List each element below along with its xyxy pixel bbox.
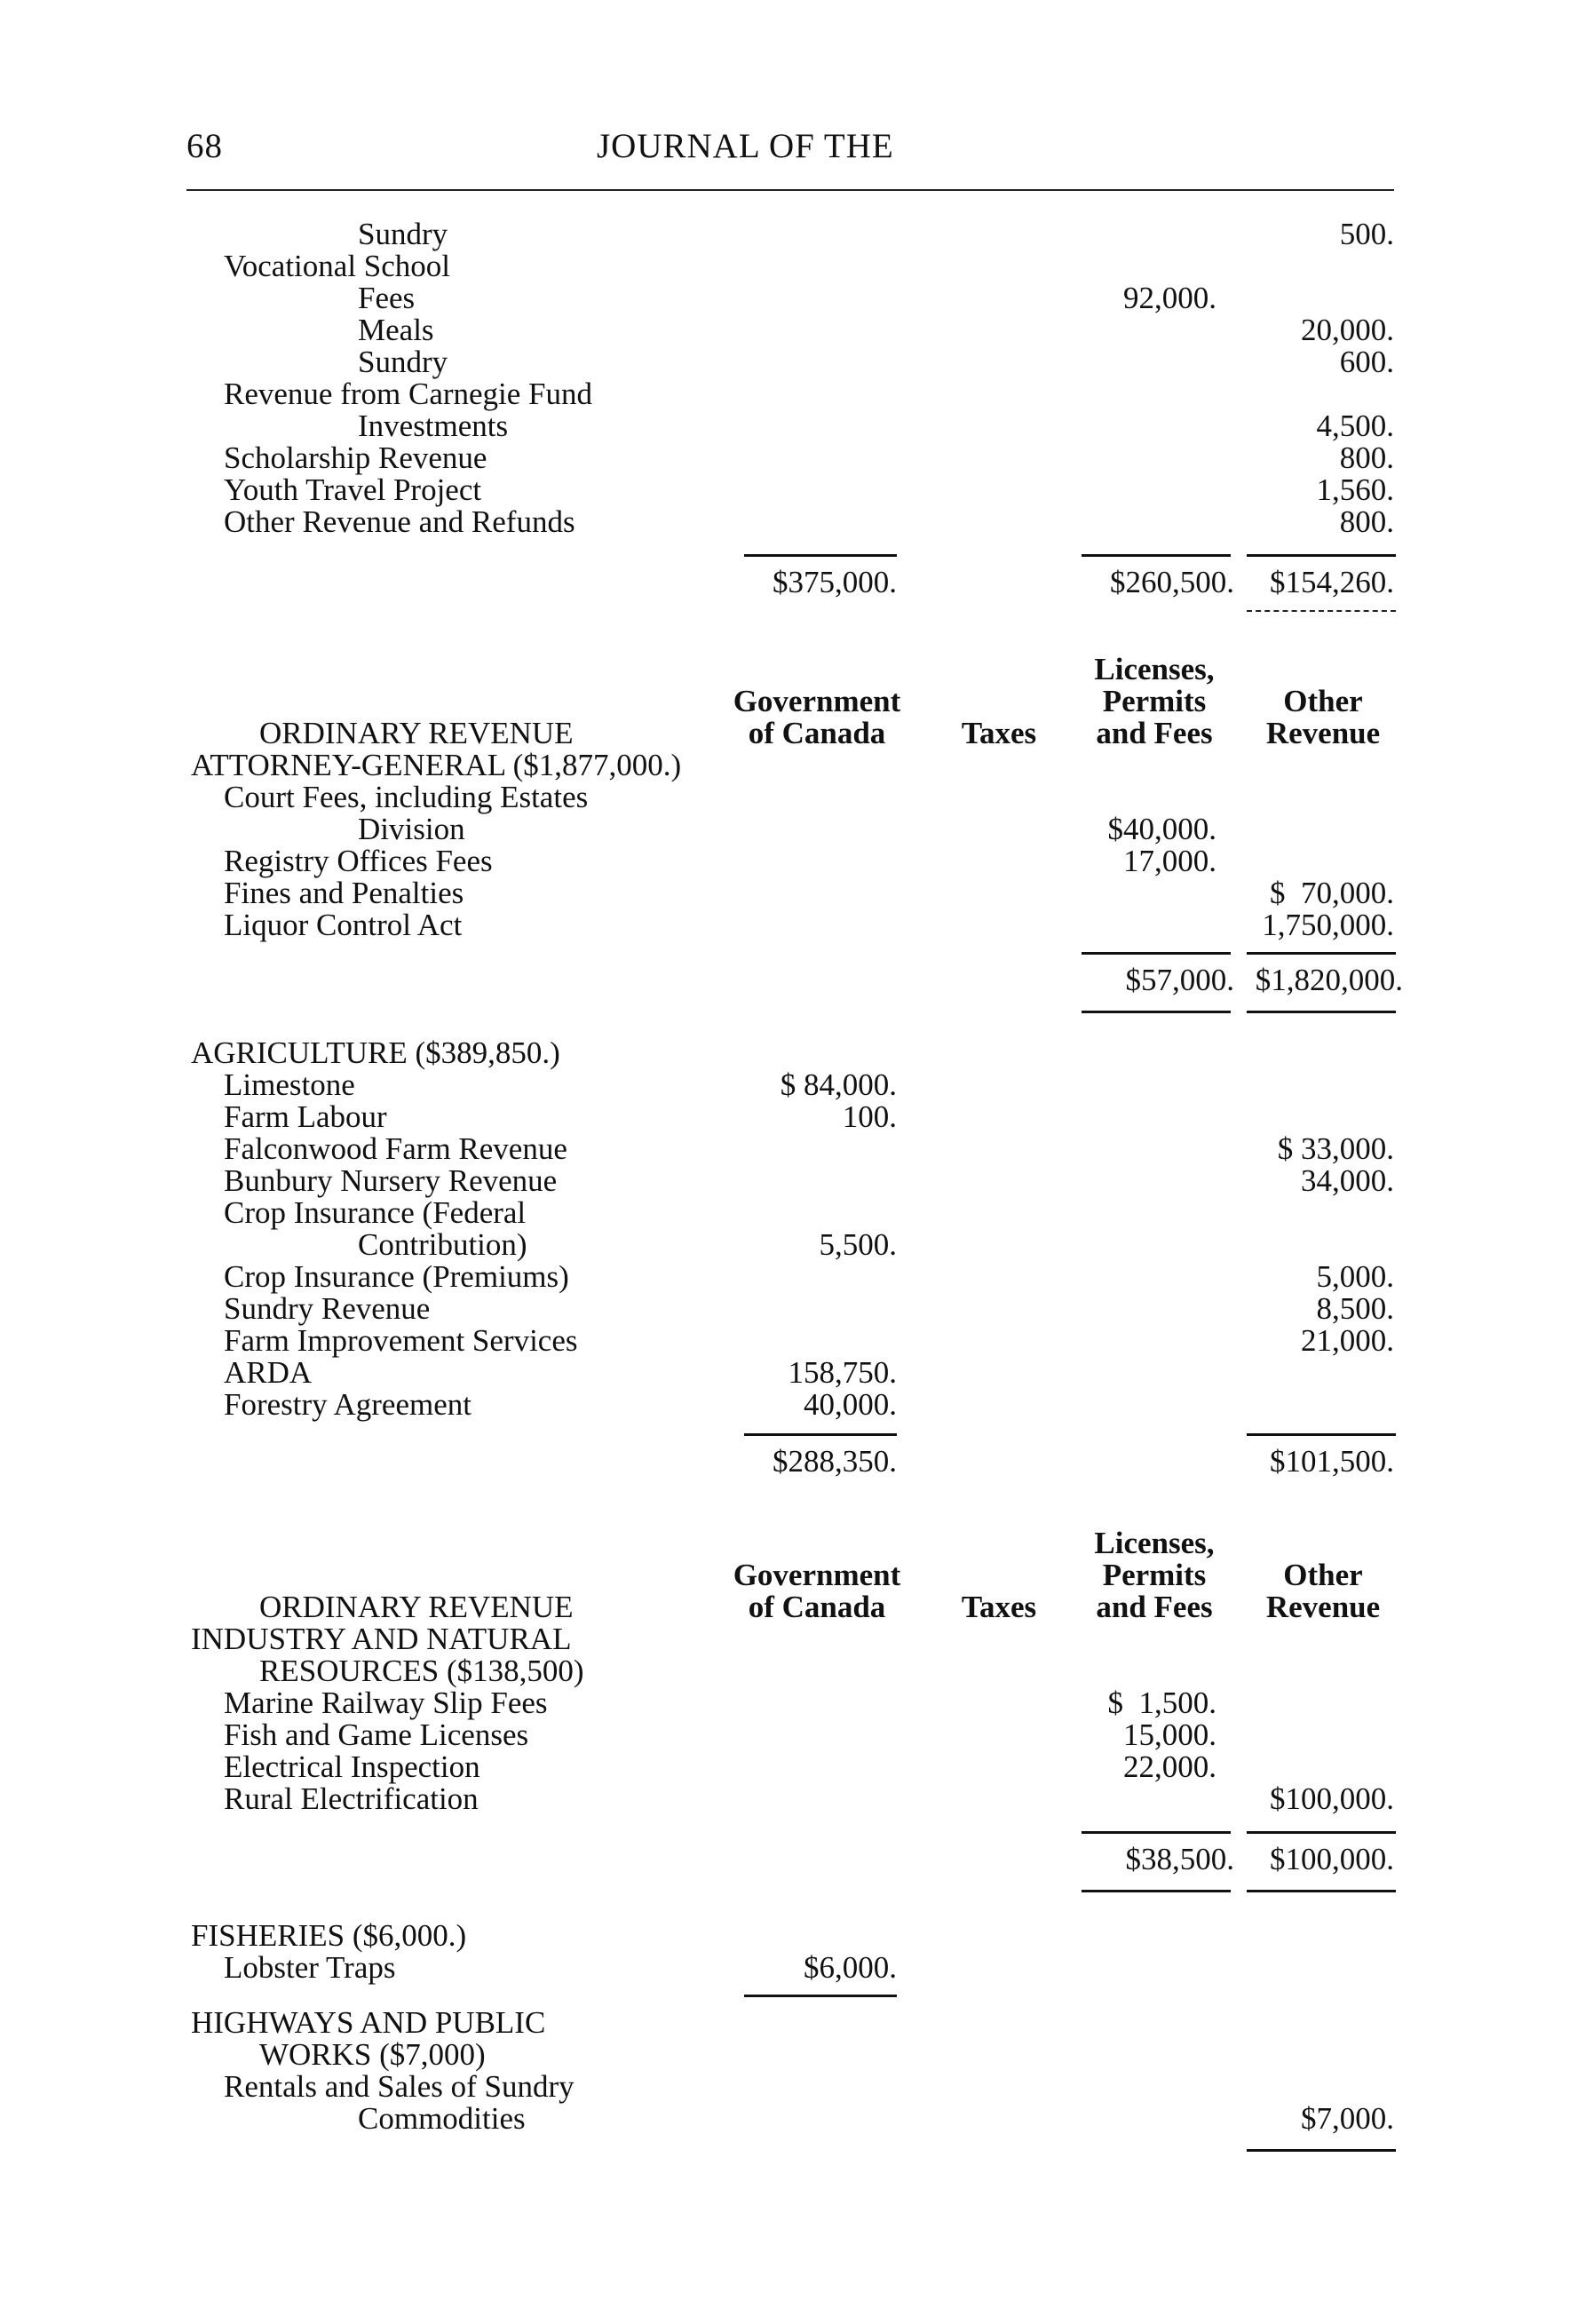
column-header-government: Government: [733, 1558, 901, 1592]
line-item-label: Liquor Control Act: [224, 908, 463, 942]
licenses-total: $57,000.: [1125, 963, 1234, 997]
line-item-label: Farm Improvement Services: [224, 1323, 578, 1358]
line-item-label: Sundry Revenue: [224, 1291, 431, 1326]
header-rule: [186, 189, 1394, 191]
running-title: JOURNAL OF THE: [597, 127, 894, 165]
column-header-taxes: Taxes: [961, 1590, 1037, 1624]
section-heading: HIGHWAYS AND PUBLIC: [191, 2005, 546, 2040]
other-revenue-value: 600.: [1339, 345, 1394, 379]
licenses-total: $38,500.: [1125, 1842, 1234, 1876]
line-item-label: Electrical Inspection: [224, 1749, 480, 1784]
licenses-value: $40,000.: [1107, 812, 1216, 846]
column-header-licenses: Permits: [1102, 1558, 1207, 1592]
subtotal-rule: [744, 554, 897, 557]
column-header-other: Other: [1283, 1558, 1363, 1592]
total-underline: [1082, 1890, 1231, 1892]
government-value: 158,750.: [788, 1355, 897, 1390]
section-heading: ORDINARY REVENUE: [259, 1590, 574, 1624]
government-total: $288,350.: [773, 1444, 897, 1479]
section-heading: ORDINARY REVENUE: [259, 716, 574, 750]
column-header-licenses: Permits: [1102, 684, 1207, 718]
line-item-label: Division: [358, 812, 465, 846]
column-header-government: Government: [733, 684, 901, 718]
other-revenue-total: $154,260.: [1270, 565, 1394, 599]
subtotal-rule: [744, 1433, 897, 1436]
section-heading: ATTORNEY-GENERAL ($1,877,000.): [191, 748, 682, 782]
line-item-label: Youth Travel Project: [224, 472, 482, 507]
other-revenue-value: 34,000.: [1301, 1163, 1394, 1198]
licenses-value: 15,000.: [1123, 1717, 1216, 1752]
section-heading: AGRICULTURE ($389,850.): [191, 1035, 560, 1070]
line-item-label: Fines and Penalties: [224, 876, 464, 910]
line-item-label: Contribution): [358, 1227, 527, 1262]
line-item-label: Crop Insurance (Federal: [224, 1195, 527, 1230]
government-value: $6,000.: [804, 1950, 897, 1985]
line-item-label: Registry Offices Fees: [224, 844, 493, 878]
total-underline: [1247, 1890, 1396, 1892]
other-revenue-value: 4,500.: [1316, 408, 1394, 443]
total-underline: [744, 1995, 897, 1997]
other-revenue-total: $1,820,000.: [1255, 963, 1403, 997]
government-value: 5,500.: [819, 1227, 897, 1262]
other-revenue-total: $100,000.: [1270, 1842, 1394, 1876]
other-revenue-value: 1,750,000.: [1262, 908, 1394, 942]
line-item-label: Forestry Agreement: [224, 1387, 472, 1422]
line-item-label: Scholarship Revenue: [224, 440, 487, 475]
line-item-label: Rentals and Sales of Sundry: [224, 2069, 575, 2104]
subtotal-rule: [1247, 1433, 1396, 1436]
other-revenue-value: 21,000.: [1301, 1323, 1394, 1358]
other-revenue-value: $7,000.: [1301, 2101, 1394, 2136]
line-item-label: Investments: [358, 408, 509, 443]
line-item-label: Crop Insurance (Premiums): [224, 1259, 569, 1294]
subtotal-rule: [1082, 1831, 1231, 1834]
total-underline: [1247, 1011, 1396, 1013]
other-revenue-value: $ 33,000.: [1277, 1131, 1394, 1166]
line-item-label: Sundry: [358, 345, 448, 379]
line-item-label: Falconwood Farm Revenue: [224, 1131, 567, 1166]
subtotal-rule: [1247, 952, 1396, 955]
licenses-total: $260,500.: [1110, 565, 1234, 599]
page-number: 68: [186, 127, 223, 165]
other-revenue-value: $ 70,000.: [1270, 876, 1394, 910]
line-item-label: Commodities: [358, 2101, 526, 2136]
line-item-label: Revenue from Carnegie Fund: [224, 377, 593, 411]
line-item-label: Court Fees, including Estates: [224, 780, 589, 814]
section-heading: FISHERIES ($6,000.): [191, 1918, 467, 1953]
column-header-other: Revenue: [1265, 1590, 1381, 1624]
line-item-label: Limestone: [224, 1067, 355, 1102]
line-item-label: Lobster Traps: [224, 1950, 396, 1985]
subtotal-rule: [1247, 554, 1396, 557]
licenses-value: 22,000.: [1123, 1749, 1216, 1784]
column-header-government: of Canada: [748, 716, 886, 750]
line-item-label: Sundry: [358, 217, 448, 251]
other-revenue-value: 8,500.: [1316, 1291, 1394, 1326]
column-header-licenses: Licenses,: [1094, 652, 1215, 686]
line-item-label: Fees: [358, 281, 416, 315]
government-total: $375,000.: [773, 565, 897, 599]
line-item-label: Meals: [358, 313, 434, 347]
column-header-other: Revenue: [1265, 716, 1381, 750]
line-item-label: Other Revenue and Refunds: [224, 504, 575, 539]
section-heading: INDUSTRY AND NATURAL: [191, 1622, 572, 1656]
section-heading: WORKS ($7,000): [259, 2037, 486, 2072]
column-header-licenses: and Fees: [1096, 1590, 1213, 1624]
total-underline: [1082, 1011, 1231, 1013]
licenses-value: $ 1,500.: [1107, 1685, 1216, 1720]
subtotal-rule: [1082, 952, 1231, 955]
other-revenue-value: $100,000.: [1270, 1781, 1394, 1816]
government-value: 40,000.: [804, 1387, 897, 1422]
other-revenue-value: 1,560.: [1316, 472, 1394, 507]
other-revenue-total: $101,500.: [1270, 1444, 1394, 1479]
column-header-other: Other: [1283, 684, 1363, 718]
subtotal-rule: [1082, 554, 1231, 557]
licenses-value: 92,000.: [1123, 281, 1216, 315]
other-revenue-value: 5,000.: [1316, 1259, 1394, 1294]
government-value: 100.: [842, 1099, 897, 1134]
line-item-label: Farm Labour: [224, 1099, 387, 1134]
line-item-label: Fish and Game Licenses: [224, 1717, 529, 1752]
other-revenue-value: 800.: [1339, 504, 1394, 539]
other-revenue-value: 500.: [1339, 217, 1394, 251]
total-underline: [1247, 2149, 1396, 2152]
column-header-licenses: Licenses,: [1094, 1526, 1215, 1560]
other-revenue-value: 20,000.: [1301, 313, 1394, 347]
line-item-label: ARDA: [224, 1355, 313, 1390]
other-revenue-value: 800.: [1339, 440, 1394, 475]
government-value: $ 84,000.: [780, 1067, 897, 1102]
line-item-label: Bunbury Nursery Revenue: [224, 1163, 558, 1198]
licenses-value: 17,000.: [1123, 844, 1216, 878]
column-header-licenses: and Fees: [1096, 716, 1213, 750]
subtotal-rule: [1247, 1831, 1396, 1834]
section-heading: RESOURCES ($138,500): [259, 1654, 584, 1688]
subtotal-underline: [1247, 610, 1396, 614]
line-item-label: Vocational School: [224, 249, 451, 283]
column-header-government: of Canada: [748, 1590, 886, 1624]
line-item-label: Rural Electrification: [224, 1781, 479, 1816]
column-header-taxes: Taxes: [961, 716, 1037, 750]
line-item-label: Marine Railway Slip Fees: [224, 1685, 548, 1720]
